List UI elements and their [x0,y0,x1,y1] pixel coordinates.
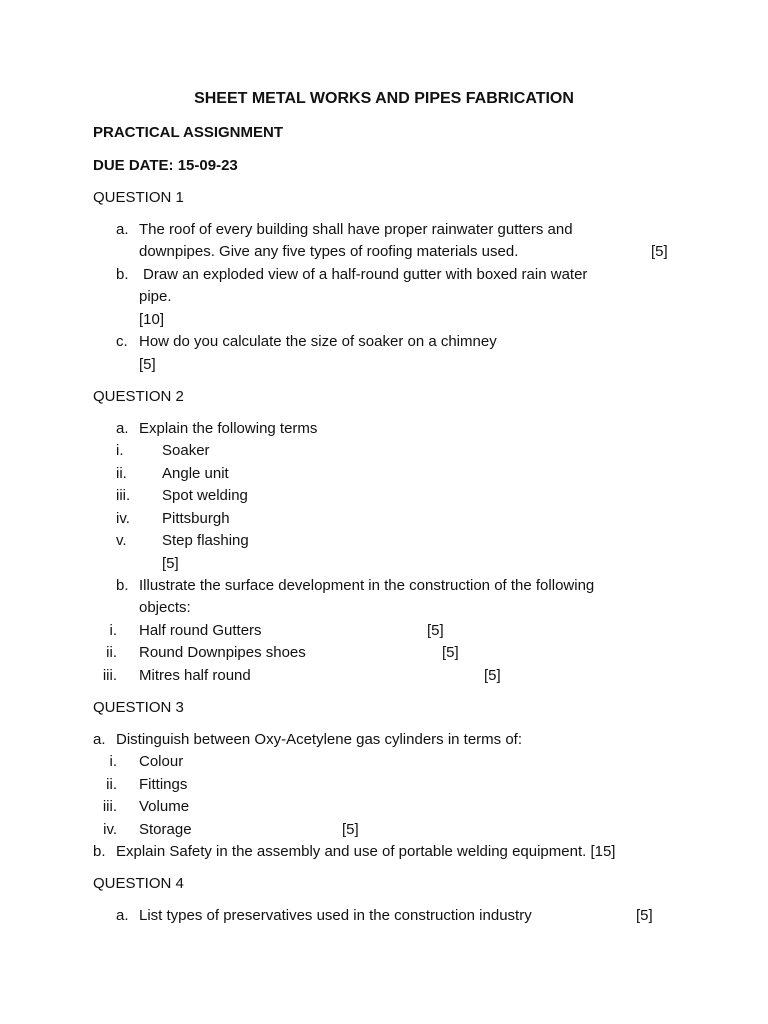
q2-a-text: Explain the following terms [139,420,318,437]
q2-a-marker: a. [116,420,129,437]
q1-a-marker: a. [116,221,129,238]
q1-a-marks: [5] [651,243,668,260]
q3-b-marker: b. [93,843,106,860]
q2-object-marks: [5] [442,644,459,661]
q3-item-text: Volume [139,798,190,815]
q2-object-num: i. [109,622,117,639]
q1-b-line2: pipe. [139,288,172,305]
q2-b-marker: b. [116,577,129,594]
q2-object-num: iii. [102,667,117,684]
q2-term-num: i. [116,442,124,459]
q3-item-num: iii. [102,798,117,815]
q3-item-num: ii. [106,776,117,793]
question-1-heading: QUESTION 1 [93,189,184,206]
q3-a-marker: a. [93,731,106,748]
q2-object-text: Mitres half round [139,667,251,684]
q3-a-marks: [5] [342,821,359,838]
q1-b-marker: b. [116,266,129,283]
q1-c-marks: [5] [139,356,156,373]
q2-object-text: Round Downpipes shoes [139,644,306,661]
q3-item-text: Fittings [139,776,188,793]
q2-term-num: ii. [116,465,127,482]
q2-object-num: ii. [106,644,117,661]
q4-a-marks: [5] [636,907,653,924]
q2-b-line2: objects: [139,599,191,616]
q2-term-text: Step flashing [162,532,249,549]
q4-a-text: List types of preservatives used in the construction industry [139,907,532,924]
q1-a-line1: The roof of every building shall have proper rainwater gutters and [139,221,573,238]
q3-b-text: Explain Safety in the assembly and use of portable welding equipment. [15] [116,843,616,860]
q2-b-line1: Illustrate the surface development in the construction of the following [139,577,595,594]
q2-term-text: Angle unit [162,465,229,482]
q2-term-num: iv. [116,510,130,527]
q2-object-marks: [5] [484,667,501,684]
q2-a-marks: [5] [162,555,179,572]
page-title: SHEET METAL WORKS AND PIPES FABRICATION [194,90,574,107]
q1-b-line1: Draw an exploded view of a half-round gutter with boxed rain water [143,266,588,283]
q3-a-text: Distinguish between Oxy-Acetylene gas cylinders in terms of: [116,731,523,748]
q2-term-text: Spot welding [162,487,248,504]
due-date: DUE DATE: 15-09-23 [93,157,238,174]
q1-a-line2: downpipes. Give any five types of roofing materials used. [139,243,519,260]
q2-object-marks: [5] [427,622,444,639]
question-4-heading: QUESTION 4 [93,875,184,892]
q2-term-num: iii. [116,487,131,504]
q4-a-marker: a. [116,907,129,924]
question-3-heading: QUESTION 3 [93,699,184,716]
q3-item-num: i. [109,753,117,770]
q1-c-marker: c. [116,333,128,350]
q2-object-text: Half round Gutters [139,622,262,639]
q2-term-text: Soaker [162,442,210,459]
q1-b-marks: [10] [139,311,165,328]
subtitle: PRACTICAL ASSIGNMENT [93,124,284,141]
q1-c-line1: How do you calculate the size of soaker on a chimney [139,333,497,350]
q3-item-num: iv. [103,821,117,838]
question-2-heading: QUESTION 2 [93,388,184,405]
q2-term-text: Pittsburgh [162,510,230,527]
q2-term-num: v. [116,532,127,549]
q3-item-text: Storage [139,821,192,838]
q3-item-text: Colour [139,753,184,770]
